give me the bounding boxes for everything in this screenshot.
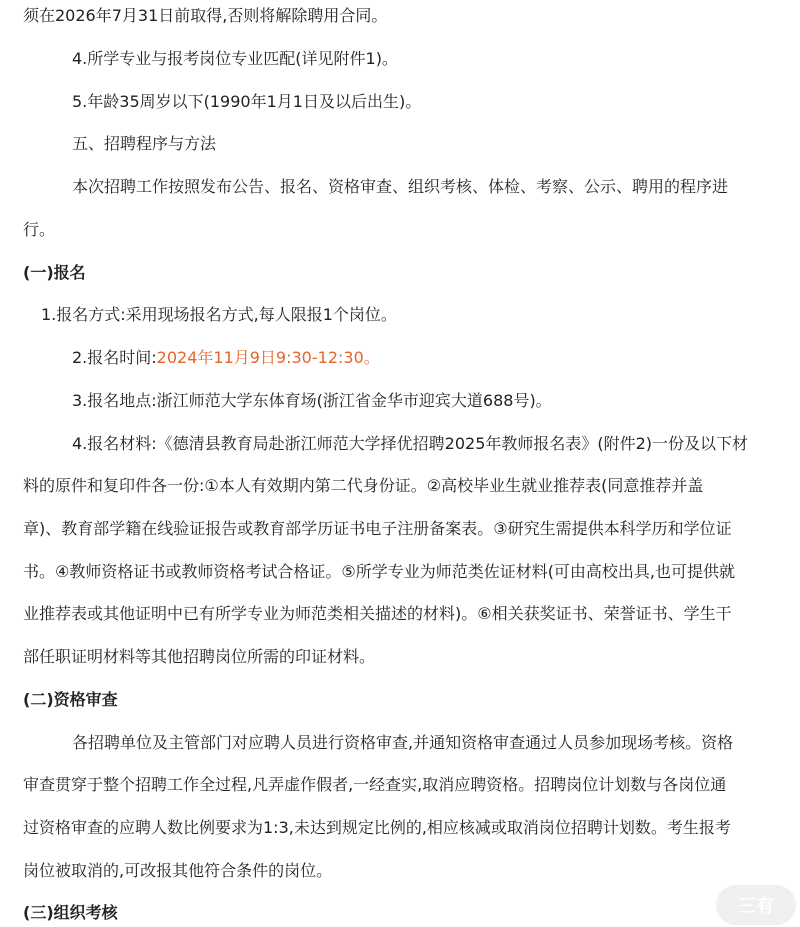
registration-materials-line: 料的原件和复印件各一份:①本人有效期内第二代身份证。②高校毕业生就业推荐表(同意推荐并盖 bbox=[23, 476, 704, 495]
registration-materials-line: 4.报名材料:《德清县教育局赴浙江师范大学择优招聘2025年教师报名表》(附件2)一份及以下材 bbox=[72, 434, 749, 453]
paragraph-line: 4.所学专业与报考岗位专业匹配(详见附件1)。 bbox=[72, 49, 398, 68]
paragraph-line: 本次招聘工作按照发布公告、报名、资格审查、组织考核、体检、考察、公示、聘用的程序进 bbox=[72, 177, 729, 196]
section-heading: 五、招聘程序与方法 bbox=[72, 134, 217, 153]
review-paragraph-line: 过资格审查的应聘人数比例要求为1:3,未达到规定比例的,相应核减或取消岗位招聘计划数。考生报考 bbox=[23, 818, 731, 837]
review-paragraph-line: 岗位被取消的,可改报其他符合条件的岗位。 bbox=[23, 861, 333, 880]
review-paragraph-line: 审查贯穿于整个招聘工作全过程,凡弄虚作假者,一经查实,取消应聘资格。招聘岗位计划数与各岗位通 bbox=[23, 775, 727, 794]
watermark-logo: 三有 bbox=[716, 885, 796, 925]
registration-materials-line: 章)、教育部学籍在线验证报告或教育部学历证书电子注册备案表。③研究生需提供本科学历和学位证 bbox=[23, 519, 732, 538]
review-paragraph-line: 各招聘单位及主管部门对应聘人员进行资格审查,并通知资格审查通过人员参加现场考核。资格 bbox=[72, 733, 734, 752]
registration-time-label: 2.报名时间: bbox=[72, 348, 157, 367]
subsection-title-assessment: (三)组织考核 bbox=[23, 903, 118, 922]
registration-time bbox=[72, 346, 380, 370]
registration-materials-line: 业推荐表或其他证明中已有所学专业为师范类相关描述的材料)。⑥相关获奖证书、荣誉证书、学生干 bbox=[23, 604, 732, 623]
subsection-title-registration: (一)报名 bbox=[23, 263, 86, 282]
subsection-title-review: (二)资格审查 bbox=[23, 690, 118, 709]
paragraph-line: 行。 bbox=[23, 220, 56, 239]
registration-materials-line: 部任职证明材料等其他招聘岗位所需的印证材料。 bbox=[23, 647, 376, 666]
registration-time-value: 2024年11月9日9:30-12:30。 bbox=[156, 348, 380, 367]
paragraph-line: 须在2026年7月31日前取得,否则将解除聘用合同。 bbox=[23, 6, 388, 25]
paragraph-line: 5.年龄35周岁以下(1990年1月1日及以后出生)。 bbox=[72, 92, 422, 111]
registration-materials-line: 书。④教师资格证书或教师资格考试合格证。⑤所学专业为师范类佐证材料(可由高校出具,也可提供就 bbox=[23, 562, 736, 581]
registration-method: 1.报名方式:采用现场报名方式,每人限报1个岗位。 bbox=[41, 305, 397, 324]
registration-place: 3.报名地点:浙江师范大学东体育场(浙江省金华市迎宾大道688号)。 bbox=[72, 391, 552, 410]
